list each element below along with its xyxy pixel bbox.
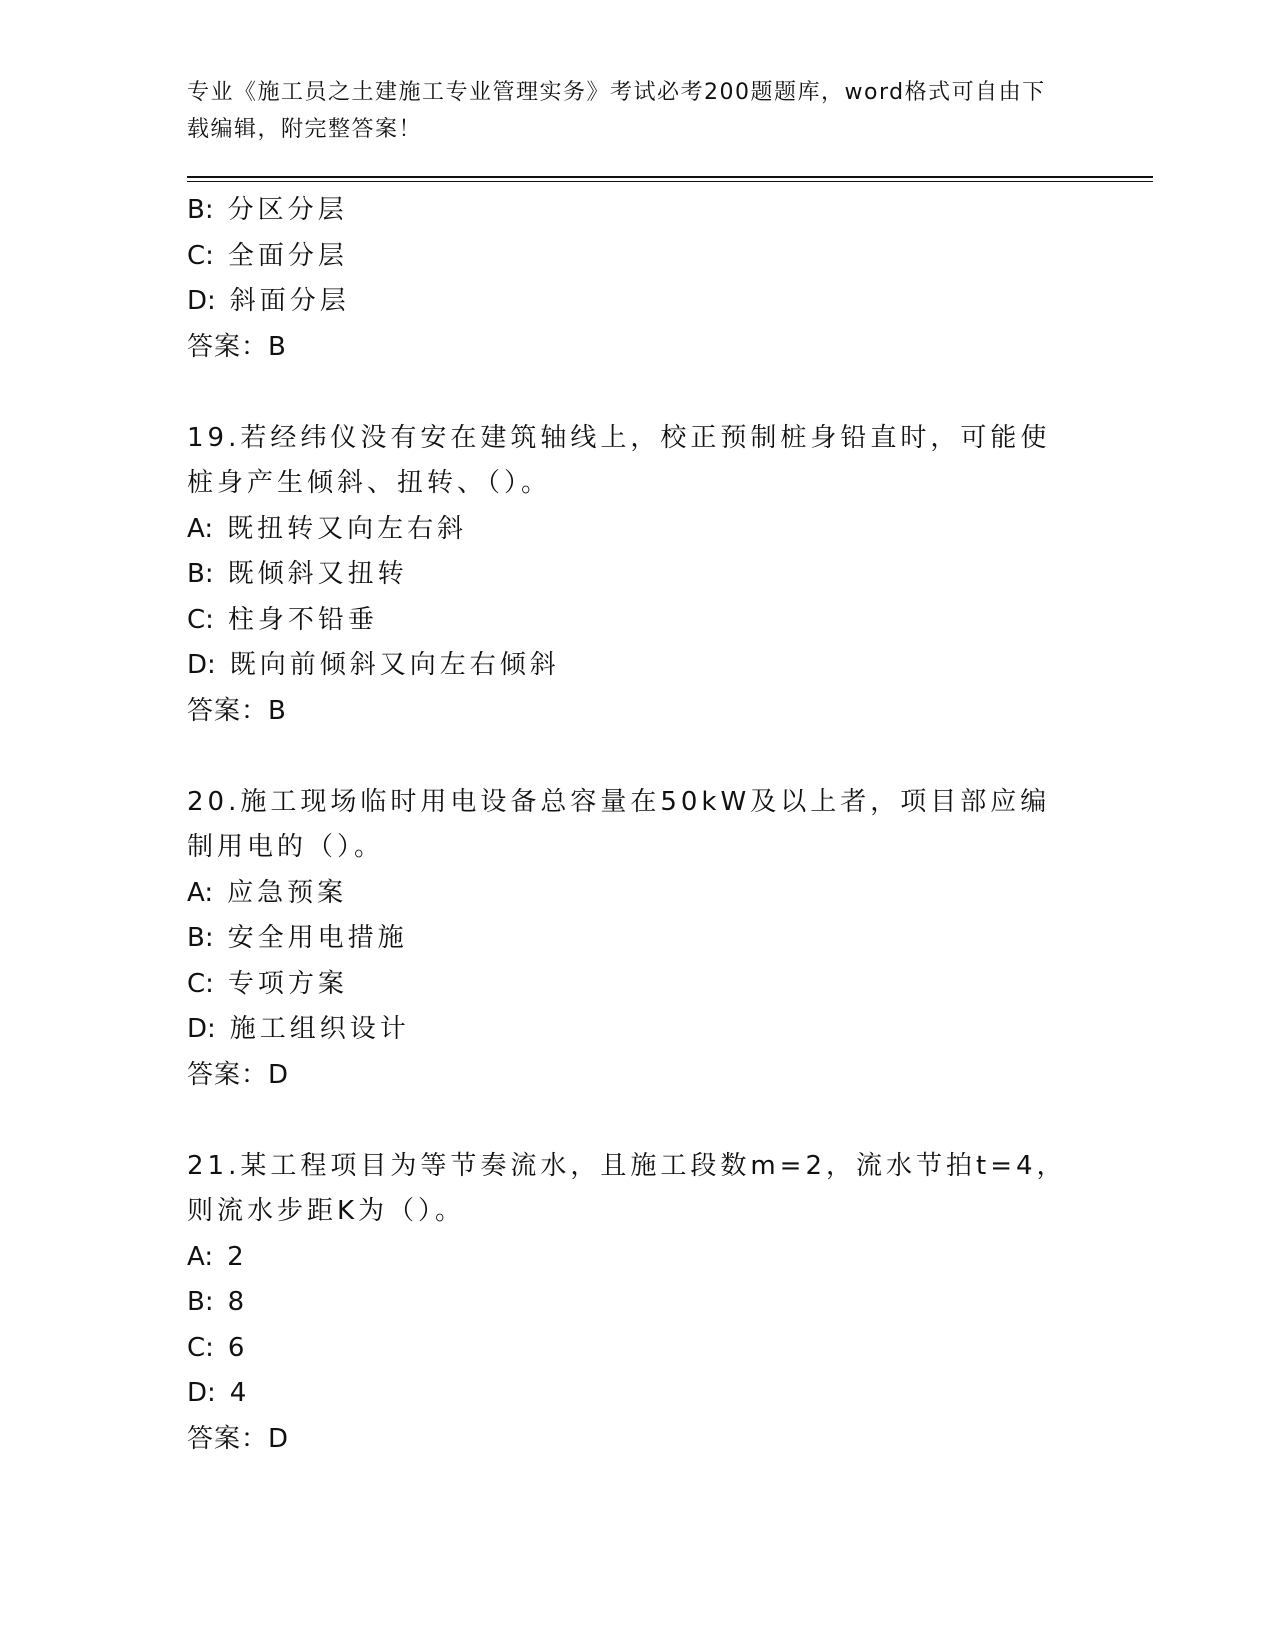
option-text: 施工组织设计 (229, 1014, 410, 1044)
option-text: 柱身不铅垂 (227, 604, 378, 635)
question-21 (187, 1144, 1087, 1463)
option-a (187, 1235, 1087, 1281)
spacer (187, 1098, 1087, 1144)
option-b (187, 188, 1087, 234)
question-stem: 19.若经纬仪没有安在建筑轴线上，校正预制桩身铅直时，可能使桩身产生倾斜、扭转、（）。 (187, 422, 1051, 498)
option-label: A: (187, 513, 214, 544)
option-a (187, 871, 1087, 917)
option-d (187, 1371, 1087, 1417)
option-c (187, 598, 1087, 644)
question-20 (187, 780, 1087, 1099)
option-text: 安全用电措施 (227, 923, 408, 953)
header-rule-thick (187, 176, 1153, 178)
option-text: 4 (229, 1378, 251, 1408)
option-d (187, 279, 1087, 325)
option-c (187, 1326, 1087, 1372)
option-label: A: (187, 1241, 214, 1272)
option-c (187, 962, 1087, 1008)
option-label: C: (187, 240, 214, 271)
option-label: D: (187, 1378, 216, 1408)
option-d (187, 643, 1087, 689)
option-label: B: (187, 923, 214, 953)
answer: 答案：B (187, 331, 287, 362)
option-label: B: (187, 1287, 214, 1317)
continued-question (187, 188, 1087, 370)
question-19 (187, 416, 1087, 735)
answer: 答案：D (187, 1059, 290, 1090)
option-b (187, 1280, 1087, 1326)
option-c (187, 234, 1087, 280)
option-text: 6 (227, 1332, 249, 1363)
option-label: C: (187, 604, 214, 635)
question-content (187, 188, 1087, 1462)
header-rule-thin (187, 181, 1153, 182)
question-stem: 20.施工现场临时用电设备总容量在50kW及以上者，项目部应编制用电的（）。 (187, 786, 1051, 862)
option-b (187, 552, 1087, 598)
option-text: 2 (227, 1241, 248, 1272)
option-label: D: (187, 286, 216, 316)
option-label: B: (187, 195, 214, 225)
option-text: 既扭转又向左右斜 (227, 513, 468, 544)
option-d (187, 1007, 1087, 1053)
option-text: 全面分层 (227, 240, 348, 271)
option-label: D: (187, 650, 216, 680)
option-label: D: (187, 1014, 216, 1044)
option-a (187, 507, 1087, 553)
option-label: C: (187, 968, 214, 999)
option-label: A: (187, 877, 214, 908)
answer: 答案：B (187, 695, 287, 726)
option-text: 斜面分层 (229, 286, 350, 316)
document-header: 专业《施工员之土建施工专业管理实务》考试必考200题题库，word格式可自由下载编辑，附完整答案！ (187, 80, 1046, 142)
spacer (187, 734, 1087, 780)
spacer (187, 370, 1087, 416)
option-label: C: (187, 1332, 214, 1363)
option-text: 8 (227, 1287, 249, 1317)
option-label: B: (187, 559, 214, 589)
option-text: 既倾斜又扭转 (227, 559, 408, 589)
option-text: 分区分层 (227, 195, 348, 225)
answer: 答案：D (187, 1423, 290, 1454)
option-text: 专项方案 (227, 968, 348, 999)
option-text: 应急预案 (227, 877, 348, 908)
option-b (187, 916, 1087, 962)
question-stem: 21.某工程项目为等节奏流水，且施工段数m=2，流水节拍t=4，则流水步距K为（）。 (187, 1150, 1067, 1226)
option-text: 既向前倾斜又向左右倾斜 (229, 650, 560, 680)
